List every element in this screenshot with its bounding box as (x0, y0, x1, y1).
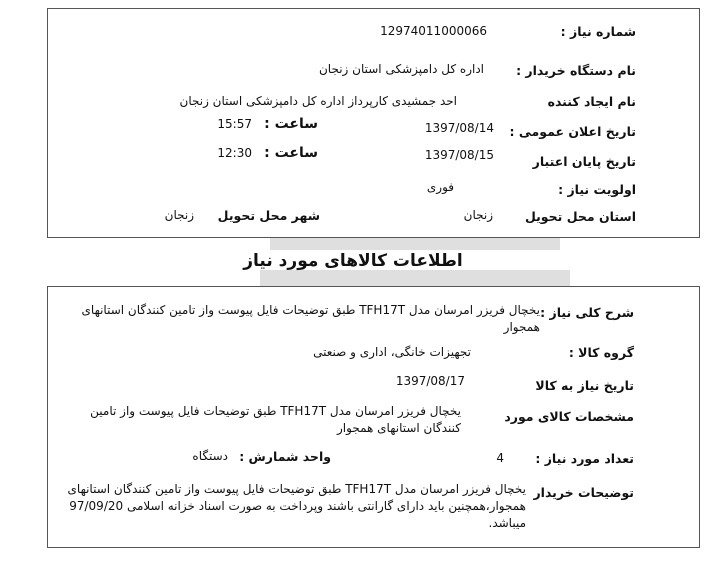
city-label: شهر محل تحویل (217, 208, 320, 223)
specs-value: یخچال فریزر امرسان مدل TFH17T طبق توضیحات فایل پیوست واز تامین کنندگان استانهای همجوار (90, 404, 461, 435)
deadline-time-label: ساعت : (264, 145, 318, 161)
priority-label: اولویت نیاز : (558, 182, 636, 197)
group-label: گروه کالا : (568, 345, 634, 360)
creator-label: نام ایجاد کننده (547, 94, 636, 109)
specs-label: مشخصات کالای مورد (504, 409, 634, 424)
section-title: اطلاعات کالاهای مورد نیاز (243, 251, 463, 271)
city-value: زنجان (164, 208, 194, 222)
need-date-value: 1397/08/17 (395, 374, 465, 388)
unit-value: دستگاه (192, 449, 228, 463)
need-number-label: شماره نیاز : (560, 24, 636, 39)
creator-value: احد جمشیدی کارپرداز اداره کل دامپزشکی استان زنجان (179, 94, 457, 108)
buyer-value: اداره کل دامپزشکی استان زنجان (318, 62, 484, 76)
unit-label: واحد شمارش : (239, 449, 331, 464)
need-number-value: 12974011000066 (380, 24, 487, 38)
announce-date-label: تاریخ اعلان عمومی : (509, 124, 636, 139)
quantity-value: 4 (496, 451, 504, 465)
announce-date-value: 1397/08/14 (424, 121, 494, 135)
priority-value: فوری (426, 180, 454, 194)
buyer-notes-value: یخچال فریزر امرسان مدل TFH17T طبق توضیحات فایل پیوست واز تامین کنندگان استانهای همجوار،همچنین باید دارای گارانتی باشند وپرداخت به صورت اسناد خزانه اسلامی 97/09/20 میباشد. (67, 482, 526, 530)
summary-value: یخچال فریزر امرسان مدل TFH17T طبق توضیحات فایل پیوست واز تامین کنندگان استانهای همجوار (81, 303, 540, 334)
province-label: استان محل تحویل (524, 209, 636, 224)
buyer-label: نام دستگاه خریدار : (516, 63, 636, 78)
need-header-panel (47, 8, 700, 238)
deadline-date-value: 1397/08/15 (424, 148, 494, 162)
summary-label: شرح کلی نیاز : (540, 305, 634, 320)
group-value: تجهیزات خانگی، اداری و صنعتی (313, 345, 471, 359)
deadline-label: تاریخ پایان اعتبار (532, 154, 636, 169)
buyer-notes-label: توضیحات خریدار (533, 485, 634, 500)
province-value: زنجان (463, 208, 493, 222)
quantity-label: تعداد مورد نیاز : (535, 451, 634, 466)
announce-time-value: 15:57 (217, 117, 252, 131)
deadline-time-value: 12:30 (217, 146, 252, 160)
announce-time-label: ساعت : (264, 116, 318, 132)
need-date-label: تاریخ نیاز به کالا (535, 378, 634, 393)
